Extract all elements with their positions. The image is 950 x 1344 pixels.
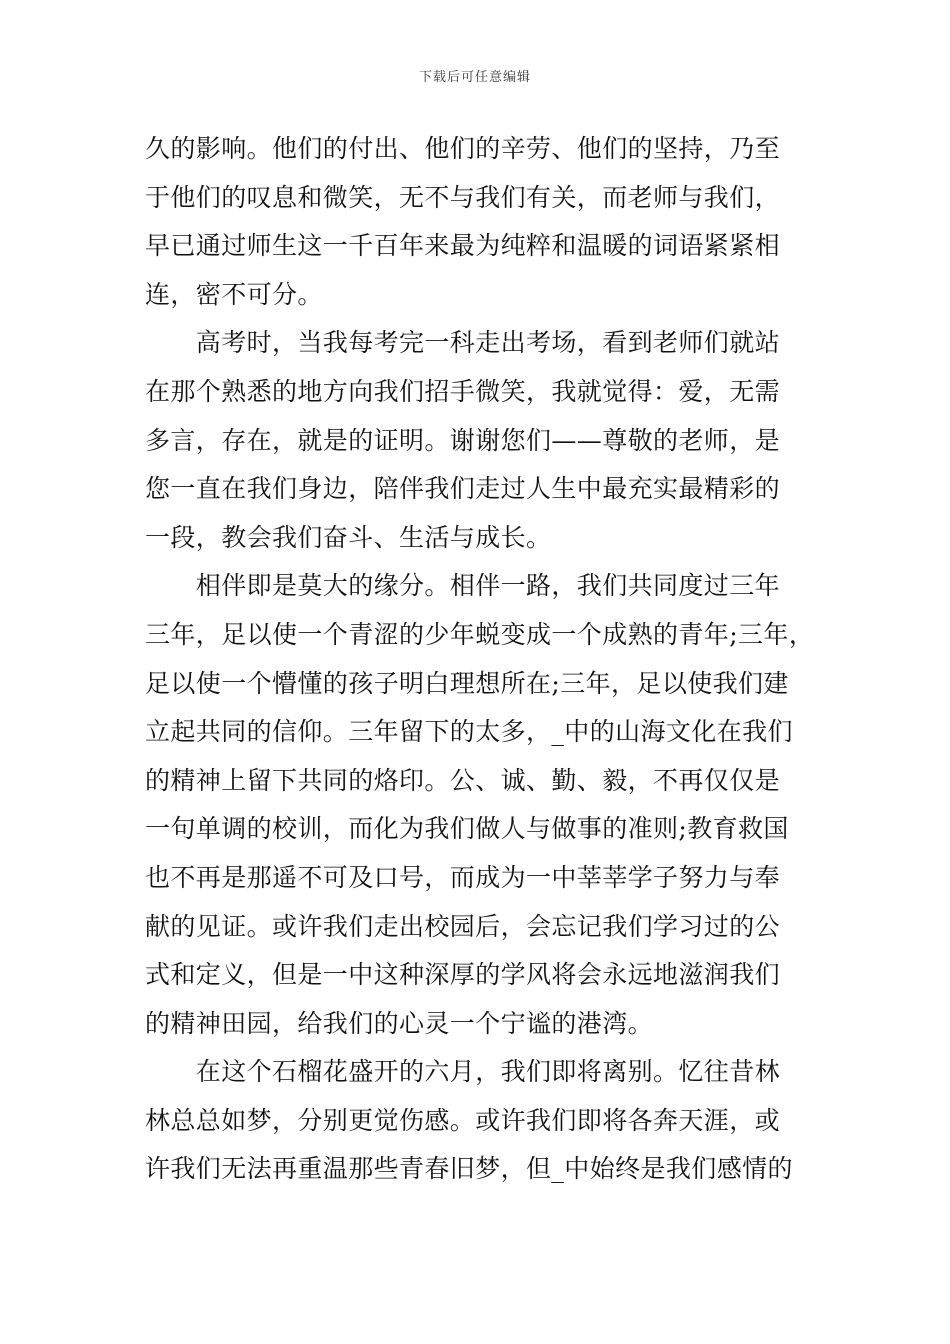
text-line: 久的影响。他们的付出、他们的辛劳、他们的坚持，乃至 — [145, 134, 781, 163]
text-line: 您一直在我们身边，陪伴我们走过人生中最充实最精彩的 — [145, 474, 781, 504]
text-line: 献的见证。或许我们走出校园后，会忘记我们学习过的公 — [145, 911, 781, 941]
text-line: 的精神田园，给我们的心灵一个宁谧的港湾。 — [145, 1008, 654, 1038]
text-line: 相伴即是莫大的缘分。相伴一路，我们共同度过三年 — [145, 571, 781, 601]
text-line: 的精神上留下共同的烙印。公、诚、勤、毅，不再仅仅是 — [145, 765, 781, 795]
text-line: 在那个熟悉的地方向我们招手微笑，我就觉得：爱，无需 — [145, 376, 781, 406]
text-line: 在这个石榴花盛开的六月，我们即将离别。忆往昔林 — [145, 1057, 781, 1087]
text-line: 立起共同的信仰。三年留下的太多，_中的山海文化在我们 — [145, 717, 793, 747]
text-line: 早已通过师生这一千百年来最为纯粹和温暖的词语紧紧相 — [145, 231, 781, 261]
document-body — [145, 125, 815, 1194]
text-line: 一句单调的校训，而化为我们做人与做事的准则;教育救国 — [145, 814, 789, 844]
text-line: 式和定义，但是一中这种深厚的学风将会永远地滋润我们 — [145, 960, 781, 990]
page-header: 下载后可任意编辑 — [418, 70, 531, 85]
text-line: 于他们的叹息和微笑，无不与我们有关，而老师与我们， — [145, 182, 781, 212]
text-line: 高考时，当我每考完一科走出考场，看到老师们就站 — [145, 328, 781, 358]
text-line: 三年，足以使一个青涩的少年蜕变成一个成熟的青年;三年， — [145, 619, 815, 649]
text-line: 足以使一个懵懂的孩子明白理想所在;三年，足以使我们建 — [145, 668, 789, 698]
text-line: 许我们无法再重温那些青春旧梦，但_中始终是我们感情的 — [145, 1154, 793, 1184]
text-line: 林总总如梦，分别更觉伤感。或许我们即将各奔天涯，或 — [145, 1105, 781, 1135]
text-line: 也不再是那遥不可及口号，而成为一中莘莘学子努力与奉 — [145, 862, 781, 892]
text-line: 连，密不可分。 — [145, 279, 323, 309]
text-line: 一段，教会我们奋斗、生活与成长。 — [145, 522, 552, 552]
text-line: 多言，存在，就是的证明。谢谢您们——尊敬的老师，是 — [145, 425, 781, 455]
